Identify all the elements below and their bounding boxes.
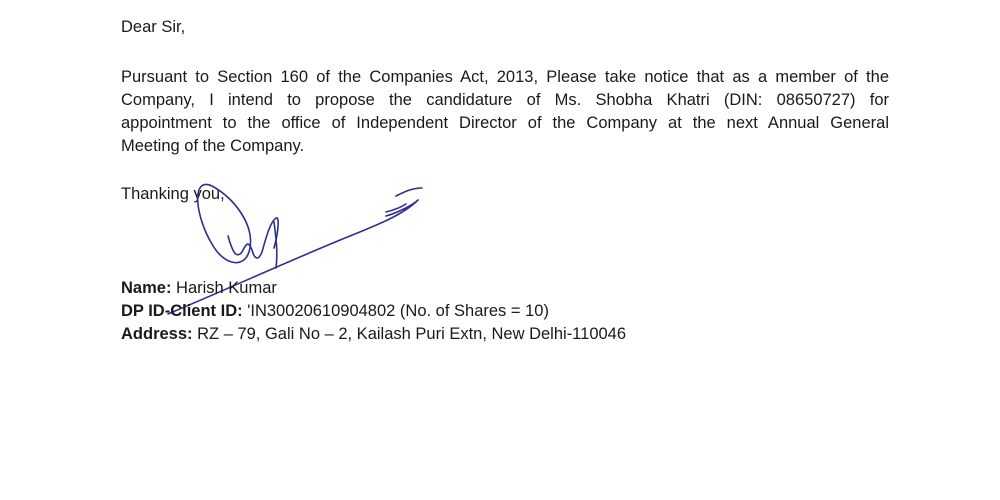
shareholder-details (121, 277, 626, 346)
salutation: Dear Sir, (121, 18, 186, 36)
name-value: Harish Kumar (171, 279, 277, 297)
body-paragraph (121, 66, 889, 158)
body-line: appointment to the office of Independent Director of the Company at the next Annual General (121, 114, 889, 132)
address-label: Address: (121, 325, 193, 343)
body-line: Company, I intend to propose the candidature of Ms. Shobha Khatri (DIN: 08650727) for (121, 91, 889, 109)
body-line: Pursuant to Section 160 of the Companies Act, 2013, Please take notice that as a member of the (121, 68, 889, 86)
dp-client-id-label: DP ID-Client ID: (121, 302, 243, 320)
address-value: RZ – 79, Gali No – 2, Kailash Puri Extn, New Delhi-110046 (192, 325, 627, 343)
closing-text: Thanking you, (121, 185, 225, 203)
dp-client-id-row (121, 300, 626, 323)
name-label: Name: (121, 279, 172, 297)
body-line: Meeting of the Company. (121, 137, 305, 155)
name-row (121, 277, 626, 300)
dp-client-id-value: 'IN30020610904802 (No. of Shares = 10) (242, 302, 549, 320)
address-row (121, 323, 626, 346)
